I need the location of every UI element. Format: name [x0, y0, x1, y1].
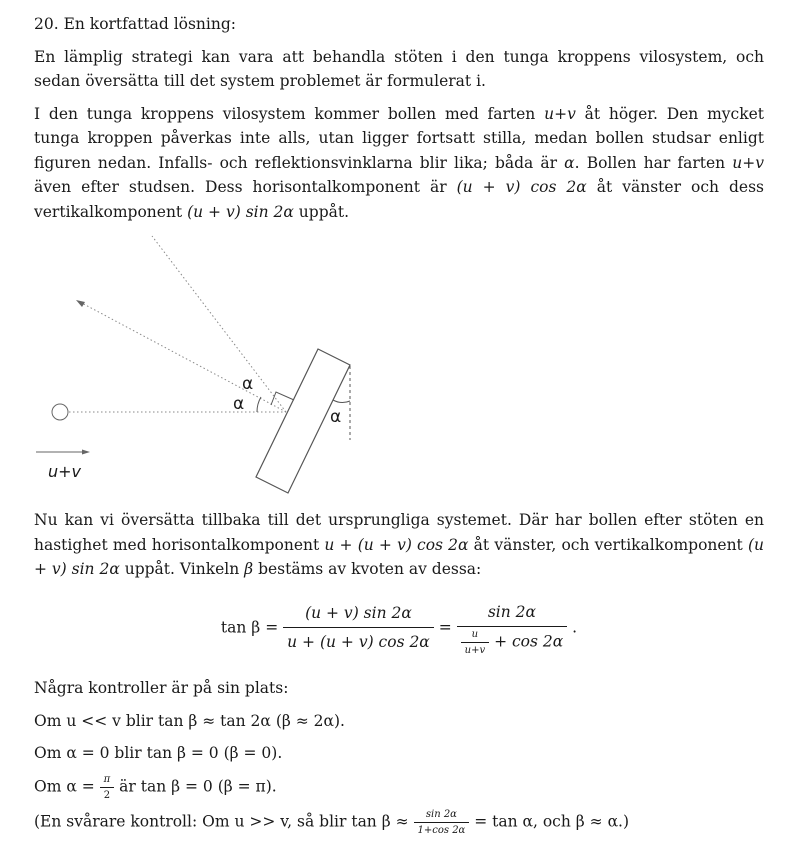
- velocity-arrowhead-icon: [82, 450, 90, 455]
- alpha-label-reflection: α: [242, 374, 254, 394]
- checks-intro: Några kontroller är på sin plats:: [34, 679, 289, 697]
- collision-diagram: [30, 230, 390, 500]
- check-alpha-pi-half: Om α = $\frac{\pi}{2}$ är tan β = 0 (β = π).: [34, 773, 277, 801]
- alpha-label-tilt: α: [330, 407, 342, 427]
- check-u-much-greater-v: (En svårare kontroll: Om u >> v, så blir tan β ≈ $\frac{\sin 2\alpha}{1+\cos 2\alpha}$ = tan α, och β ≈ α.): [34, 808, 630, 836]
- sanity-checks: [34, 676, 764, 836]
- collision-diagram-svg: [30, 230, 390, 500]
- paragraph-strategy: En lämplig strategi kan vara att behandla stöten i den tunga kroppens vilosystem, och sedan översätta till det system problemet är formulerat i.: [34, 47, 764, 90]
- check-alpha-zero: Om α = 0 blir tan β = 0 (β = 0).: [34, 744, 283, 762]
- fraction-2: sin 2α $\frac{u}{u+v}$ + cos 2α: [457, 600, 568, 657]
- velocity-label: u+v: [48, 462, 82, 481]
- tan-beta-equation: tan β = $\frac{(u + v) \sin 2\alpha}{u + (u + v) \cos 2\alpha}$ = sin 2α $\frac{u}{u+v}$ + cos 2α .: [34, 600, 764, 657]
- ball-icon: [52, 404, 68, 420]
- check-u-much-less-v: Om u << v blir tan β ≈ tan 2α (β ≈ 2α).: [34, 711, 345, 730]
- fraction-1: $\frac{(u + v) \sin 2\alpha}{u + (u + v) \cos 2\alpha}$: [283, 601, 434, 655]
- document-page: [34, 12, 764, 844]
- solution-heading: 20. En kortfattad lösning:: [34, 15, 236, 33]
- alpha-label-incidence: α: [233, 394, 245, 414]
- paragraph-translate-back: Nu kan vi översätta tillbaka till det ursprungliga systemet. Där har bollen efter stöten en hastighet med horisontalkomponent u + (u + v) cos 2α åt vänster, och vertikalkomponent (u + v) sin 2α uppåt. Vinkeln β bestäms av kvoten av dessa:: [34, 511, 764, 578]
- paragraph-rest-frame: I den tunga kroppens vilosystem kommer bollen med farten u+v åt höger. Den mycket tunga kroppen påverkas inte alls, utan ligger fortsatt stilla, medan bollen studsar enligt figuren nedan. Infalls- och reflektionsvinklarna blir lika; båda är α. Bollen har farten u+v även efter studsen. Dess horisontalkomponent är (u + v) cos 2α åt vänster och dess vertikalkomponent (u + v) sin 2α uppåt.: [34, 104, 764, 221]
- reflection-arrowhead-icon: [76, 300, 85, 307]
